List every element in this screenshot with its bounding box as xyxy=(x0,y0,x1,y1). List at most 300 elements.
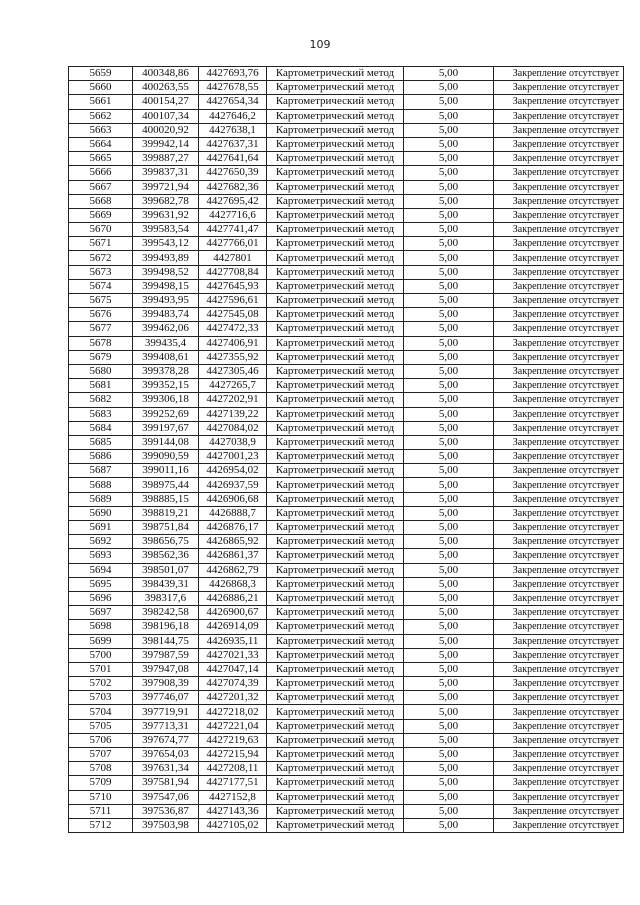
table-row xyxy=(69,109,624,123)
point-number-cell: 5711 xyxy=(69,804,133,818)
method-cell: Картометрический метод xyxy=(267,265,404,279)
fixing-note-cell: Закрепление отсутствует xyxy=(494,435,624,449)
table-row xyxy=(69,421,624,435)
y-coordinate-cell: 4427801 xyxy=(199,251,267,265)
method-cell: Картометрический метод xyxy=(267,634,404,648)
y-coordinate-cell: 4427682,36 xyxy=(199,180,267,194)
method-cell: Картометрический метод xyxy=(267,606,404,620)
y-coordinate-cell: 4427472,33 xyxy=(199,322,267,336)
y-coordinate-cell: 4427074,39 xyxy=(199,677,267,691)
y-coordinate-cell: 4426862,79 xyxy=(199,563,267,577)
point-number-cell: 5669 xyxy=(69,208,133,222)
fixing-note-cell: Закрепление отсутствует xyxy=(494,123,624,137)
method-cell: Картометрический метод xyxy=(267,364,404,378)
y-coordinate-cell: 4426914,09 xyxy=(199,620,267,634)
accuracy-cell: 5,00 xyxy=(404,95,494,109)
point-number-cell: 5708 xyxy=(69,762,133,776)
method-cell: Картометрический метод xyxy=(267,322,404,336)
y-coordinate-cell: 4427596,61 xyxy=(199,294,267,308)
y-coordinate-cell: 4427152,8 xyxy=(199,790,267,804)
x-coordinate-cell: 399887,27 xyxy=(133,152,199,166)
point-number-cell: 5676 xyxy=(69,308,133,322)
y-coordinate-cell: 4427741,47 xyxy=(199,223,267,237)
x-coordinate-cell: 397947,08 xyxy=(133,662,199,676)
y-coordinate-cell: 4426886,21 xyxy=(199,591,267,605)
x-coordinate-cell: 397746,07 xyxy=(133,691,199,705)
method-cell: Картометрический метод xyxy=(267,166,404,180)
fixing-note-cell: Закрепление отсутствует xyxy=(494,166,624,180)
method-cell: Картометрический метод xyxy=(267,379,404,393)
accuracy-cell: 5,00 xyxy=(404,350,494,364)
method-cell: Картометрический метод xyxy=(267,620,404,634)
point-number-cell: 5694 xyxy=(69,563,133,577)
accuracy-cell: 5,00 xyxy=(404,464,494,478)
fixing-note-cell: Закрепление отсутствует xyxy=(494,648,624,662)
table-row xyxy=(69,506,624,520)
accuracy-cell: 5,00 xyxy=(404,705,494,719)
accuracy-cell: 5,00 xyxy=(404,818,494,832)
point-number-cell: 5705 xyxy=(69,719,133,733)
x-coordinate-cell: 400154,27 xyxy=(133,95,199,109)
fixing-note-cell: Закрепление отсутствует xyxy=(494,364,624,378)
method-cell: Картометрический метод xyxy=(267,691,404,705)
table-row xyxy=(69,279,624,293)
x-coordinate-cell: 397908,39 xyxy=(133,677,199,691)
table-row xyxy=(69,251,624,265)
y-coordinate-cell: 4426876,17 xyxy=(199,521,267,535)
x-coordinate-cell: 399483,74 xyxy=(133,308,199,322)
point-number-cell: 5664 xyxy=(69,137,133,151)
y-coordinate-cell: 4427143,36 xyxy=(199,804,267,818)
table-row xyxy=(69,208,624,222)
accuracy-cell: 5,00 xyxy=(404,450,494,464)
accuracy-cell: 5,00 xyxy=(404,407,494,421)
table-row xyxy=(69,464,624,478)
point-number-cell: 5702 xyxy=(69,677,133,691)
accuracy-cell: 5,00 xyxy=(404,421,494,435)
accuracy-cell: 5,00 xyxy=(404,776,494,790)
point-number-cell: 5683 xyxy=(69,407,133,421)
point-number-cell: 5696 xyxy=(69,591,133,605)
y-coordinate-cell: 4427218,02 xyxy=(199,705,267,719)
table-row xyxy=(69,322,624,336)
x-coordinate-cell: 399493,95 xyxy=(133,294,199,308)
table-row xyxy=(69,393,624,407)
table-row xyxy=(69,223,624,237)
y-coordinate-cell: 4426900,67 xyxy=(199,606,267,620)
y-coordinate-cell: 4427265,7 xyxy=(199,379,267,393)
accuracy-cell: 5,00 xyxy=(404,265,494,279)
accuracy-cell: 5,00 xyxy=(404,223,494,237)
fixing-note-cell: Закрепление отсутствует xyxy=(494,506,624,520)
accuracy-cell: 5,00 xyxy=(404,180,494,194)
fixing-note-cell: Закрепление отсутствует xyxy=(494,194,624,208)
x-coordinate-cell: 400020,92 xyxy=(133,123,199,137)
table-row xyxy=(69,776,624,790)
x-coordinate-cell: 398317,6 xyxy=(133,591,199,605)
y-coordinate-cell: 4427645,93 xyxy=(199,279,267,293)
fixing-note-cell: Закрепление отсутствует xyxy=(494,677,624,691)
point-number-cell: 5665 xyxy=(69,152,133,166)
fixing-note-cell: Закрепление отсутствует xyxy=(494,634,624,648)
y-coordinate-cell: 4427208,11 xyxy=(199,762,267,776)
x-coordinate-cell: 397631,34 xyxy=(133,762,199,776)
x-coordinate-cell: 397719,91 xyxy=(133,705,199,719)
fixing-note-cell: Закрепление отсутствует xyxy=(494,208,624,222)
point-number-cell: 5710 xyxy=(69,790,133,804)
x-coordinate-cell: 398144,75 xyxy=(133,634,199,648)
x-coordinate-cell: 400107,34 xyxy=(133,109,199,123)
y-coordinate-cell: 4427105,02 xyxy=(199,818,267,832)
accuracy-cell: 5,00 xyxy=(404,790,494,804)
accuracy-cell: 5,00 xyxy=(404,492,494,506)
accuracy-cell: 5,00 xyxy=(404,208,494,222)
method-cell: Картометрический метод xyxy=(267,67,404,81)
accuracy-cell: 5,00 xyxy=(404,251,494,265)
x-coordinate-cell: 399498,52 xyxy=(133,265,199,279)
table-row xyxy=(69,478,624,492)
accuracy-cell: 5,00 xyxy=(404,194,494,208)
point-number-cell: 5693 xyxy=(69,549,133,563)
fixing-note-cell: Закрепление отсутствует xyxy=(494,733,624,747)
point-number-cell: 5685 xyxy=(69,435,133,449)
method-cell: Картометрический метод xyxy=(267,719,404,733)
accuracy-cell: 5,00 xyxy=(404,648,494,662)
coordinates-table xyxy=(68,66,624,833)
accuracy-cell: 5,00 xyxy=(404,606,494,620)
x-coordinate-cell: 399543,12 xyxy=(133,237,199,251)
table-row xyxy=(69,67,624,81)
accuracy-cell: 5,00 xyxy=(404,733,494,747)
table-row xyxy=(69,166,624,180)
y-coordinate-cell: 4427139,22 xyxy=(199,407,267,421)
method-cell: Картометрический метод xyxy=(267,818,404,832)
accuracy-cell: 5,00 xyxy=(404,804,494,818)
table-row xyxy=(69,492,624,506)
y-coordinate-cell: 4427047,14 xyxy=(199,662,267,676)
accuracy-cell: 5,00 xyxy=(404,620,494,634)
x-coordinate-cell: 397987,59 xyxy=(133,648,199,662)
point-number-cell: 5689 xyxy=(69,492,133,506)
y-coordinate-cell: 4426906,68 xyxy=(199,492,267,506)
accuracy-cell: 5,00 xyxy=(404,379,494,393)
table-row xyxy=(69,137,624,151)
table-row xyxy=(69,648,624,662)
accuracy-cell: 5,00 xyxy=(404,521,494,535)
accuracy-cell: 5,00 xyxy=(404,549,494,563)
y-coordinate-cell: 4426865,92 xyxy=(199,535,267,549)
point-number-cell: 5682 xyxy=(69,393,133,407)
point-number-cell: 5679 xyxy=(69,350,133,364)
table-row xyxy=(69,677,624,691)
point-number-cell: 5686 xyxy=(69,450,133,464)
accuracy-cell: 5,00 xyxy=(404,152,494,166)
fixing-note-cell: Закрепление отсутствует xyxy=(494,478,624,492)
method-cell: Картометрический метод xyxy=(267,109,404,123)
method-cell: Картометрический метод xyxy=(267,804,404,818)
fixing-note-cell: Закрепление отсутствует xyxy=(494,662,624,676)
method-cell: Картометрический метод xyxy=(267,677,404,691)
y-coordinate-cell: 4427038,9 xyxy=(199,435,267,449)
x-coordinate-cell: 399252,69 xyxy=(133,407,199,421)
method-cell: Картометрический метод xyxy=(267,521,404,535)
method-cell: Картометрический метод xyxy=(267,279,404,293)
table-row xyxy=(69,294,624,308)
y-coordinate-cell: 4426954,02 xyxy=(199,464,267,478)
method-cell: Картометрический метод xyxy=(267,308,404,322)
accuracy-cell: 5,00 xyxy=(404,691,494,705)
fixing-note-cell: Закрепление отсутствует xyxy=(494,591,624,605)
fixing-note-cell: Закрепление отсутствует xyxy=(494,308,624,322)
x-coordinate-cell: 397503,98 xyxy=(133,818,199,832)
method-cell: Картометрический метод xyxy=(267,393,404,407)
point-number-cell: 5672 xyxy=(69,251,133,265)
fixing-note-cell: Закрепление отсутствует xyxy=(494,450,624,464)
method-cell: Картометрический метод xyxy=(267,336,404,350)
fixing-note-cell: Закрепление отсутствует xyxy=(494,804,624,818)
accuracy-cell: 5,00 xyxy=(404,81,494,95)
point-number-cell: 5661 xyxy=(69,95,133,109)
accuracy-cell: 5,00 xyxy=(404,577,494,591)
x-coordinate-cell: 397713,31 xyxy=(133,719,199,733)
point-number-cell: 5666 xyxy=(69,166,133,180)
point-number-cell: 5704 xyxy=(69,705,133,719)
table-row xyxy=(69,762,624,776)
x-coordinate-cell: 399144,08 xyxy=(133,435,199,449)
table-row xyxy=(69,748,624,762)
method-cell: Картометрический метод xyxy=(267,762,404,776)
accuracy-cell: 5,00 xyxy=(404,137,494,151)
x-coordinate-cell: 397547,06 xyxy=(133,790,199,804)
table-row xyxy=(69,407,624,421)
method-cell: Картометрический метод xyxy=(267,350,404,364)
fixing-note-cell: Закрепление отсутствует xyxy=(494,762,624,776)
y-coordinate-cell: 4427646,2 xyxy=(199,109,267,123)
method-cell: Картометрический метод xyxy=(267,450,404,464)
y-coordinate-cell: 4427708,84 xyxy=(199,265,267,279)
table-row xyxy=(69,705,624,719)
method-cell: Картометрический метод xyxy=(267,662,404,676)
x-coordinate-cell: 399408,61 xyxy=(133,350,199,364)
accuracy-cell: 5,00 xyxy=(404,294,494,308)
method-cell: Картометрический метод xyxy=(267,478,404,492)
x-coordinate-cell: 399493,89 xyxy=(133,251,199,265)
method-cell: Картометрический метод xyxy=(267,790,404,804)
point-number-cell: 5663 xyxy=(69,123,133,137)
method-cell: Картометрический метод xyxy=(267,407,404,421)
y-coordinate-cell: 4427766,01 xyxy=(199,237,267,251)
method-cell: Картометрический метод xyxy=(267,95,404,109)
fixing-note-cell: Закрепление отсутствует xyxy=(494,535,624,549)
table-row xyxy=(69,719,624,733)
table-row xyxy=(69,379,624,393)
x-coordinate-cell: 397674,77 xyxy=(133,733,199,747)
accuracy-cell: 5,00 xyxy=(404,279,494,293)
y-coordinate-cell: 4427545,08 xyxy=(199,308,267,322)
x-coordinate-cell: 399011,16 xyxy=(133,464,199,478)
accuracy-cell: 5,00 xyxy=(404,762,494,776)
table-row xyxy=(69,733,624,747)
fixing-note-cell: Закрепление отсутствует xyxy=(494,265,624,279)
accuracy-cell: 5,00 xyxy=(404,393,494,407)
point-number-cell: 5697 xyxy=(69,606,133,620)
accuracy-cell: 5,00 xyxy=(404,719,494,733)
fixing-note-cell: Закрепление отсутствует xyxy=(494,421,624,435)
fixing-note-cell: Закрепление отсутствует xyxy=(494,393,624,407)
point-number-cell: 5698 xyxy=(69,620,133,634)
point-number-cell: 5667 xyxy=(69,180,133,194)
table-row xyxy=(69,577,624,591)
fixing-note-cell: Закрепление отсутствует xyxy=(494,577,624,591)
accuracy-cell: 5,00 xyxy=(404,123,494,137)
fixing-note-cell: Закрепление отсутствует xyxy=(494,818,624,832)
point-number-cell: 5677 xyxy=(69,322,133,336)
table-row xyxy=(69,790,624,804)
y-coordinate-cell: 4427177,51 xyxy=(199,776,267,790)
method-cell: Картометрический метод xyxy=(267,492,404,506)
fixing-note-cell: Закрепление отсутствует xyxy=(494,279,624,293)
x-coordinate-cell: 398562,36 xyxy=(133,549,199,563)
y-coordinate-cell: 4427650,39 xyxy=(199,166,267,180)
point-number-cell: 5680 xyxy=(69,364,133,378)
accuracy-cell: 5,00 xyxy=(404,364,494,378)
point-number-cell: 5659 xyxy=(69,67,133,81)
page-number: 109 xyxy=(309,38,331,51)
y-coordinate-cell: 4427219,63 xyxy=(199,733,267,747)
method-cell: Картометрический метод xyxy=(267,563,404,577)
y-coordinate-cell: 4427637,31 xyxy=(199,137,267,151)
x-coordinate-cell: 398656,75 xyxy=(133,535,199,549)
method-cell: Картометрический метод xyxy=(267,152,404,166)
method-cell: Картометрический метод xyxy=(267,123,404,137)
y-coordinate-cell: 4427221,04 xyxy=(199,719,267,733)
point-number-cell: 5692 xyxy=(69,535,133,549)
x-coordinate-cell: 399631,92 xyxy=(133,208,199,222)
accuracy-cell: 5,00 xyxy=(404,506,494,520)
method-cell: Картометрический метод xyxy=(267,535,404,549)
accuracy-cell: 5,00 xyxy=(404,677,494,691)
method-cell: Картометрический метод xyxy=(267,294,404,308)
point-number-cell: 5695 xyxy=(69,577,133,591)
fixing-note-cell: Закрепление отсутствует xyxy=(494,563,624,577)
point-number-cell: 5660 xyxy=(69,81,133,95)
method-cell: Картометрический метод xyxy=(267,223,404,237)
fixing-note-cell: Закрепление отсутствует xyxy=(494,137,624,151)
x-coordinate-cell: 399352,15 xyxy=(133,379,199,393)
table-row xyxy=(69,450,624,464)
table-row xyxy=(69,620,624,634)
point-number-cell: 5662 xyxy=(69,109,133,123)
y-coordinate-cell: 4426888,7 xyxy=(199,506,267,520)
point-number-cell: 5700 xyxy=(69,648,133,662)
accuracy-cell: 5,00 xyxy=(404,478,494,492)
method-cell: Картометрический метод xyxy=(267,180,404,194)
x-coordinate-cell: 398885,15 xyxy=(133,492,199,506)
point-number-cell: 5701 xyxy=(69,662,133,676)
table-row xyxy=(69,265,624,279)
x-coordinate-cell: 399942,14 xyxy=(133,137,199,151)
y-coordinate-cell: 4427215,94 xyxy=(199,748,267,762)
y-coordinate-cell: 4427355,92 xyxy=(199,350,267,364)
x-coordinate-cell: 398751,84 xyxy=(133,521,199,535)
y-coordinate-cell: 4426868,3 xyxy=(199,577,267,591)
point-number-cell: 5691 xyxy=(69,521,133,535)
fixing-note-cell: Закрепление отсутствует xyxy=(494,379,624,393)
table-row xyxy=(69,804,624,818)
x-coordinate-cell: 397536,87 xyxy=(133,804,199,818)
point-number-cell: 5673 xyxy=(69,265,133,279)
accuracy-cell: 5,00 xyxy=(404,67,494,81)
fixing-note-cell: Закрепление отсутствует xyxy=(494,152,624,166)
accuracy-cell: 5,00 xyxy=(404,662,494,676)
method-cell: Картометрический метод xyxy=(267,549,404,563)
fixing-note-cell: Закрепление отсутствует xyxy=(494,109,624,123)
point-number-cell: 5674 xyxy=(69,279,133,293)
fixing-note-cell: Закрепление отсутствует xyxy=(494,95,624,109)
y-coordinate-cell: 4426935,11 xyxy=(199,634,267,648)
method-cell: Картометрический метод xyxy=(267,733,404,747)
method-cell: Картометрический метод xyxy=(267,251,404,265)
point-number-cell: 5684 xyxy=(69,421,133,435)
fixing-note-cell: Закрепление отсутствует xyxy=(494,251,624,265)
table-row xyxy=(69,308,624,322)
table-row xyxy=(69,81,624,95)
y-coordinate-cell: 4427641,64 xyxy=(199,152,267,166)
fixing-note-cell: Закрепление отсутствует xyxy=(494,521,624,535)
accuracy-cell: 5,00 xyxy=(404,308,494,322)
fixing-note-cell: Закрепление отсутствует xyxy=(494,492,624,506)
table-row xyxy=(69,350,624,364)
table-row xyxy=(69,662,624,676)
fixing-note-cell: Закрепление отсутствует xyxy=(494,336,624,350)
y-coordinate-cell: 4427695,42 xyxy=(199,194,267,208)
table-row xyxy=(69,123,624,137)
method-cell: Картометрический метод xyxy=(267,208,404,222)
x-coordinate-cell: 399306,18 xyxy=(133,393,199,407)
x-coordinate-cell: 400348,86 xyxy=(133,67,199,81)
point-number-cell: 5670 xyxy=(69,223,133,237)
x-coordinate-cell: 398439,31 xyxy=(133,577,199,591)
method-cell: Картометрический метод xyxy=(267,435,404,449)
table-row xyxy=(69,634,624,648)
x-coordinate-cell: 399682,78 xyxy=(133,194,199,208)
table-row xyxy=(69,549,624,563)
point-number-cell: 5687 xyxy=(69,464,133,478)
accuracy-cell: 5,00 xyxy=(404,166,494,180)
fixing-note-cell: Закрепление отсутствует xyxy=(494,606,624,620)
accuracy-cell: 5,00 xyxy=(404,748,494,762)
x-coordinate-cell: 398975,44 xyxy=(133,478,199,492)
point-number-cell: 5707 xyxy=(69,748,133,762)
x-coordinate-cell: 399090,59 xyxy=(133,450,199,464)
fixing-note-cell: Закрепление отсутствует xyxy=(494,748,624,762)
accuracy-cell: 5,00 xyxy=(404,535,494,549)
method-cell: Картометрический метод xyxy=(267,137,404,151)
fixing-note-cell: Закрепление отсутствует xyxy=(494,790,624,804)
table-row xyxy=(69,606,624,620)
method-cell: Картометрический метод xyxy=(267,464,404,478)
method-cell: Картометрический метод xyxy=(267,748,404,762)
method-cell: Картометрический метод xyxy=(267,776,404,790)
x-coordinate-cell: 399837,31 xyxy=(133,166,199,180)
table-row xyxy=(69,364,624,378)
coordinates-table-body xyxy=(69,67,624,833)
point-number-cell: 5675 xyxy=(69,294,133,308)
table-row xyxy=(69,535,624,549)
point-number-cell: 5688 xyxy=(69,478,133,492)
table-row xyxy=(69,435,624,449)
point-number-cell: 5681 xyxy=(69,379,133,393)
